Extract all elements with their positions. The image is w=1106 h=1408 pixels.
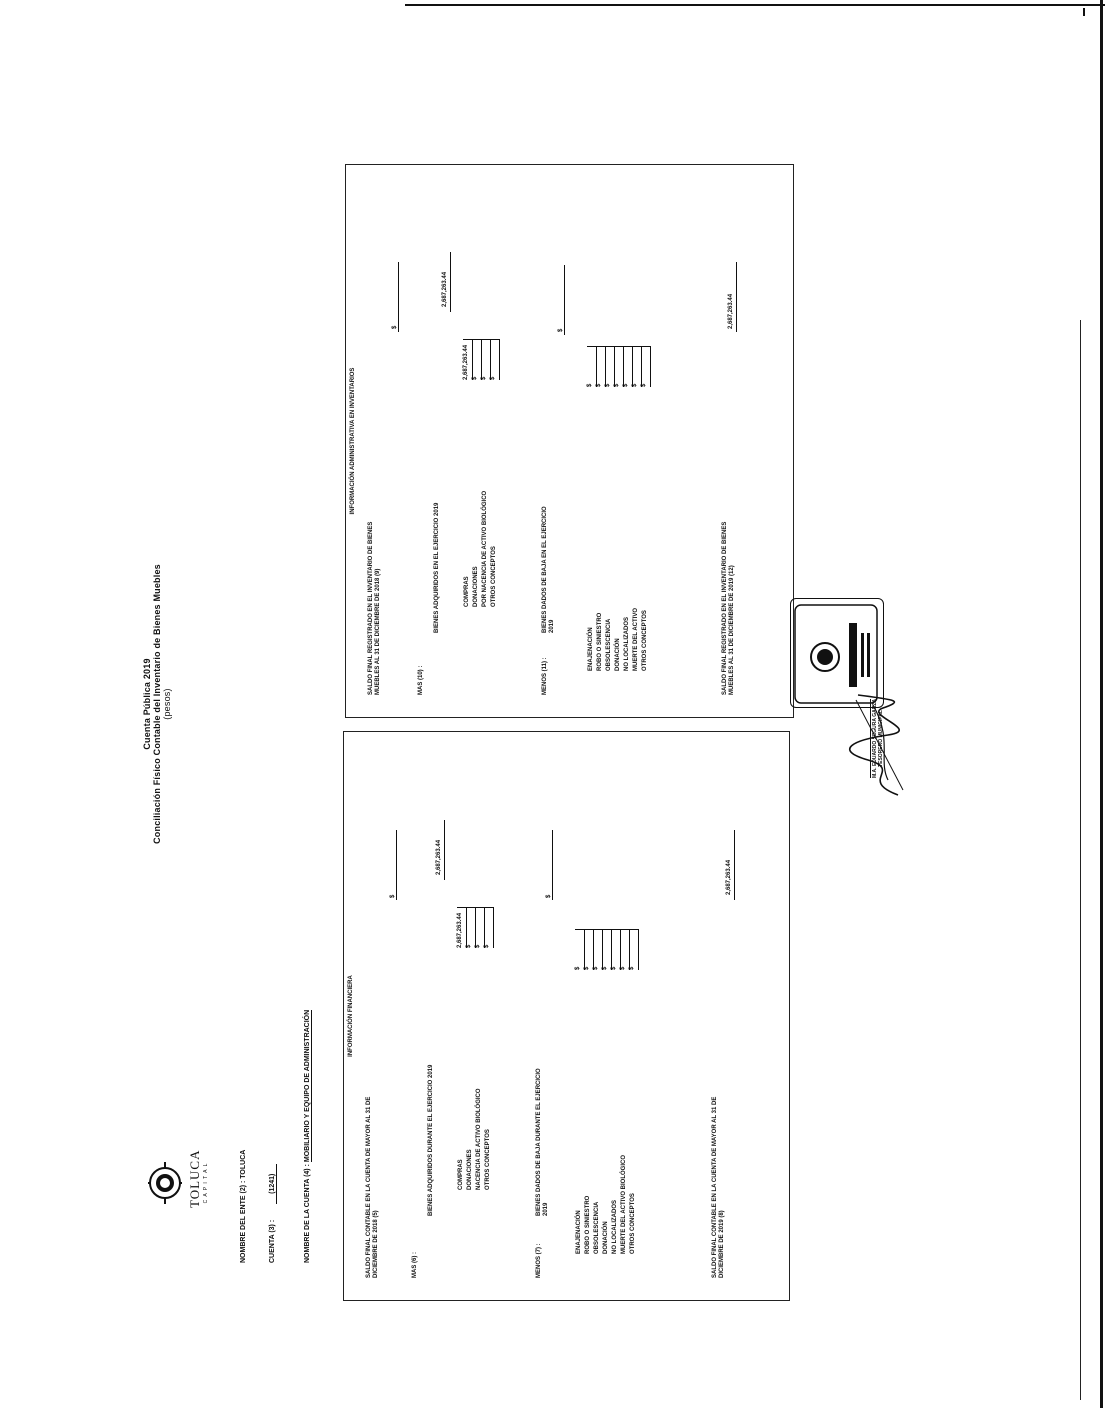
admin-saldo-final-line1: SALDO FINAL REGISTRADO EN EL INVENTARIO DE BIENES [722,521,728,695]
fin-mas-item-label: COMPRAS [458,1159,464,1190]
fin-menos-item-value: $ [602,966,608,970]
admin-menos-item-label: ROBO O SINIESTRO [597,612,603,671]
fin-menos-item-label: DONACIÓN [603,1221,609,1254]
admin-saldo-inicial-line1: SALDO FINAL REGISTRADO EN EL INVENTARIO DE BIENES [368,521,374,695]
fin-mas-item-label: DONACIONES [467,1149,473,1190]
admin-menos-item-label: OBSOLESCENCIA [606,618,612,671]
admin-menos-item-value: $ [641,383,647,387]
admin-saldo-inicial-line2: MUEBLES AL 31 DE DICIEMBRE DE 2018 (9) [375,568,382,695]
admin-adquiridos-label: BIENES ADQUIRIDOS EN EL EJERCICIO 2019 [434,502,440,633]
toluca-crest-icon [148,1158,182,1208]
fin-mas-item-value: $ [475,944,481,948]
admin-menos-item-cell [641,346,651,387]
admin-menos-item-value: $ [605,383,611,387]
admin-menos-item-value: $ [632,383,638,387]
admin-mas-item-cell [490,339,500,380]
financial-title: INFORMACIÓN FINANCIERA [348,975,354,1057]
admin-mas-item-label: COMPRAS [464,576,470,607]
fin-saldo-inicial-line [396,830,397,900]
header-line-pesos: (pesos) [162,688,172,720]
admin-menos-item-label: MUERTE DEL ACTIVO [633,607,639,671]
fin-menos-item-value: $ [611,966,617,970]
admin-baja-total: $ [558,328,564,332]
administrative-panel [345,164,794,718]
fin-menos-item-value: $ [620,966,626,970]
fin-saldo-final-label [712,1097,726,1278]
fin-baja-label [536,1068,550,1216]
admin-menos-item-value: $ [596,383,602,387]
admin-saldo-final-label [722,522,736,695]
fin-mas-item-value: 2,687,263.44 [457,912,463,948]
fin-adquiridos-label: BIENES ADQUIRIDOS DURANTE EL EJERCICIO 2019 [428,1064,434,1216]
fin-saldo-final-line [734,830,735,900]
admin-mas-item-value: $ [472,376,478,380]
admin-mas-item-value: $ [481,376,487,380]
fin-saldo-final-line2: DICIEMBRE DE 2019 (8) [719,1210,726,1278]
fin-saldo-inicial-label [366,1097,380,1278]
admin-baja-line [564,265,565,335]
logo-sub-text: C A P I T A L [203,1162,209,1204]
nombre-cuenta-label: NOMBRE DE LA CUENTA (4) : [304,1164,311,1263]
header-line-conciliacion: Conciliación Físico Contable del Inventario de Bienes Muebles [152,564,162,844]
admin-saldo-final-value: 2,687,263.44 [728,293,734,329]
admin-adquiridos-total: 2,687,263.44 [442,271,448,307]
ente-value: TOLUCA [240,1149,247,1179]
fin-baja-total: $ [546,894,552,898]
nombre-cuenta-row [304,1010,311,1263]
signer-name: M.A. EDUARDO SEGURA GARZA [872,699,878,778]
cuenta-value: (1241) [269,1164,277,1204]
admin-baja-label [542,506,556,633]
fin-mas-item-label: OTROS CONCEPTOS [485,1129,491,1190]
logo-brand-text: TOLUCA [187,1149,202,1208]
fin-menos-item-label: OBSOLESCENCIA [594,1201,600,1254]
admin-title: INFORMACIÓN ADMINISTRATIVA EN INVENTARIOS [350,367,356,515]
toluca-logo [148,1149,209,1208]
financial-panel [343,731,790,1301]
cuenta-row [269,1164,277,1263]
fin-menos-item-cell [629,929,639,970]
fin-mas-item-label: NACENCIA DE ACTIVO BIOLÓGICO [476,1088,482,1190]
fin-mas-item-value: $ [484,944,490,948]
fin-saldo-inicial-line1: SALDO FINAL CONTABLE EN LA CUENTA DE MAYOR AL 31 DE [366,1096,372,1278]
header-line-cuenta-publica: Cuenta Pública 2019 [142,658,152,750]
admin-baja-line1: BIENES DADOS DE BAJA EN EL EJERCICIO [542,506,548,633]
fin-menos-item-label: NO LOCALIZADOS [612,1200,618,1254]
fin-menos-item-value: $ [629,966,635,970]
admin-mas-label: MAS (10) : [418,665,424,695]
admin-saldo-inicial-label [368,522,382,695]
ente-row [240,1150,247,1263]
fin-baja-line [552,830,553,900]
fin-mas-item-cell [484,907,494,948]
fin-baja-line2: 2019 [543,1202,550,1216]
admin-mas-item-label: DONACIONES [473,566,479,607]
admin-mas-item-value: $ [490,376,496,380]
fin-saldo-final-value: 2,687,263.44 [726,859,732,895]
admin-mas-item-label: POR NACENCIA DE ACTIVO BIOLÓGICO [482,490,488,607]
fin-saldo-inicial-line2: DICIEMBRE DE 2018 (5) [373,1210,380,1278]
fin-menos-item-label: ENAJENACIÓN [576,1210,582,1254]
admin-adquiridos-line [450,252,451,312]
fin-menos-label: MENOS (7) : [536,1243,542,1278]
admin-menos-item-value: $ [623,383,629,387]
nombre-cuenta-value: MOBILIARIO Y EQUIPO DE ADMINISTRACIÓN [304,1009,311,1163]
fin-mas-label: MAS (6) : [412,1252,418,1278]
ente-label: NOMBRE DEL ENTE (2) : [240,1180,247,1263]
fin-saldo-final-line1: SALDO FINAL CONTABLE EN LA CUENTA DE MAYOR AL 31 DE [712,1096,718,1278]
admin-menos-item-value: $ [587,383,593,387]
signer-role: TESORERO MUNICIPAL [878,710,884,767]
fin-menos-item-label: MUERTE DEL ACTIVO BIOLÓGICO [621,1154,627,1254]
admin-menos-label: MENOS (11) : [542,657,548,695]
admin-saldo-inicial-value: $ [392,325,398,329]
admin-menos-item-label: NO LOCALIZADOS [624,617,630,671]
header-title [142,554,172,854]
admin-menos-item-label: OTROS CONCEPTOS [642,610,648,671]
fin-menos-item-label: OTROS CONCEPTOS [630,1193,636,1254]
admin-menos-item-value: $ [614,383,620,387]
fin-menos-item-value: $ [575,966,581,970]
admin-saldo-inicial-line [398,262,399,332]
admin-saldo-final-line2: MUEBLES AL 31 DE DICIEMBRE DE 2019 (12) [729,565,736,695]
fin-adquiridos-total: 2,687,263.44 [436,839,442,875]
admin-baja-line2: 2019 [549,619,556,633]
admin-mas-item-label: OTROS CONCEPTOS [491,546,497,607]
admin-menos-item-label: ENAJENACIÓN [588,627,594,671]
fin-menos-item-label: ROBO O SINIESTRO [585,1195,591,1254]
fin-mas-item-value: $ [466,944,472,948]
fin-menos-item-value: $ [593,966,599,970]
fin-menos-item-value: $ [584,966,590,970]
admin-mas-item-value: 2,687,263.44 [463,344,469,380]
signature-block [870,699,884,778]
admin-saldo-final-line [736,262,737,332]
fin-adquiridos-line [444,820,445,880]
fin-saldo-inicial-value: $ [390,894,396,898]
cuenta-label: CUENTA (3) : [269,1219,276,1263]
fin-baja-line1: BIENES DADOS DE BAJA DURANTE EL EJERCICIO [536,1068,542,1216]
admin-menos-item-label: DONACIÓN [615,638,621,671]
